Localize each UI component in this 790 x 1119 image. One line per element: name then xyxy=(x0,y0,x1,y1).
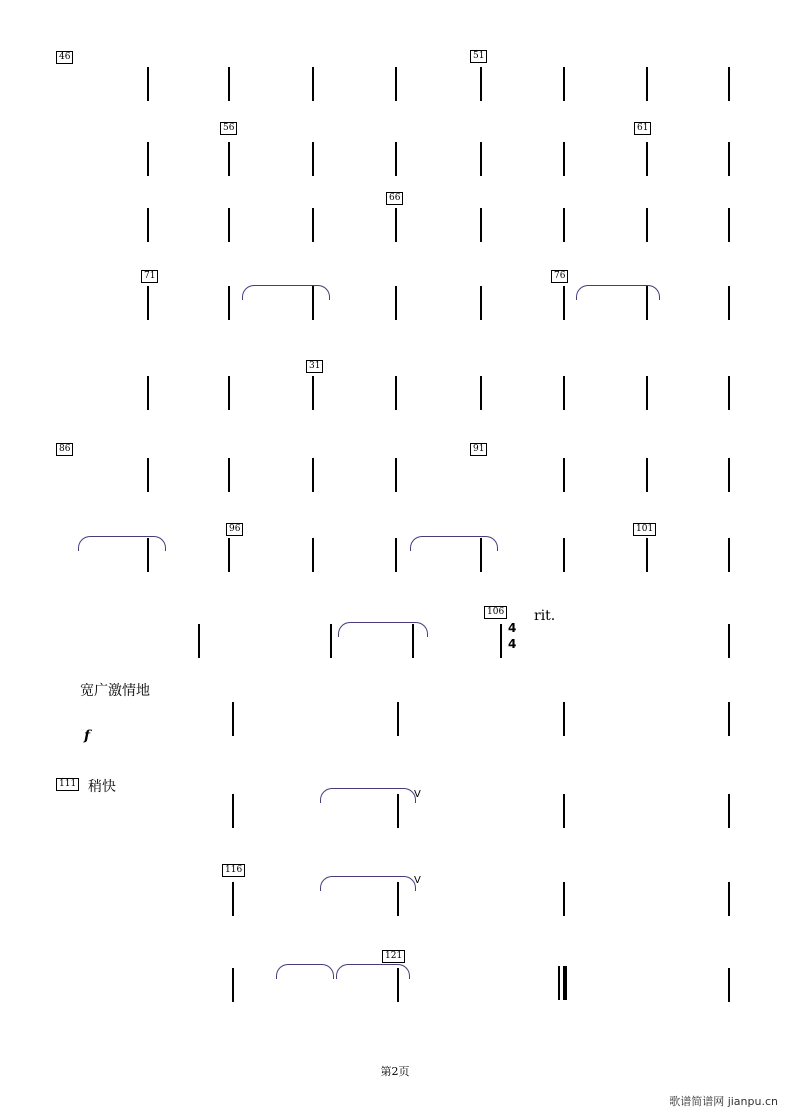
barline xyxy=(395,286,397,320)
measure-number: 116 xyxy=(222,864,245,877)
time-signature-top: 4 xyxy=(508,621,517,635)
measure-number: 31 xyxy=(306,360,323,373)
measure-number: 91 xyxy=(470,443,487,456)
barline xyxy=(563,458,565,492)
measure-number: 111 xyxy=(56,778,79,791)
barline xyxy=(228,142,230,176)
measure-number: 66 xyxy=(386,192,403,205)
measure-number: 51 xyxy=(470,50,487,63)
breath-mark: V xyxy=(414,789,421,800)
dynamic-marking: f xyxy=(84,728,91,744)
barline xyxy=(563,286,565,320)
barline xyxy=(395,458,397,492)
score-line-3 xyxy=(0,192,790,262)
page-footer: 第2页 xyxy=(380,1065,410,1078)
barline xyxy=(397,794,399,828)
barline xyxy=(228,458,230,492)
score-line-2 xyxy=(0,122,790,192)
barline xyxy=(232,794,234,828)
barline xyxy=(228,286,230,320)
barline xyxy=(228,67,230,101)
barline xyxy=(312,376,314,410)
barline xyxy=(147,67,149,101)
barline xyxy=(397,702,399,736)
measure-number: 56 xyxy=(220,122,237,135)
score-line-11 xyxy=(0,862,790,932)
expression-text: 稍快 xyxy=(88,779,116,795)
barline xyxy=(312,208,314,242)
score-line-7 xyxy=(0,520,790,590)
barline xyxy=(728,142,730,176)
barline xyxy=(646,142,648,176)
barline xyxy=(395,376,397,410)
watermark: 歌谱简谱网 jianpu.cn xyxy=(669,1095,778,1108)
measure-number: 121 xyxy=(382,950,405,963)
score-line-6 xyxy=(0,440,790,510)
barline xyxy=(563,208,565,242)
tie-arc xyxy=(336,964,410,979)
measure-number: 76 xyxy=(551,270,568,283)
barline xyxy=(395,208,397,242)
measure-number: 96 xyxy=(226,523,243,536)
barline xyxy=(480,538,482,572)
measure-number: 61 xyxy=(634,122,651,135)
barline xyxy=(563,794,565,828)
barline xyxy=(728,376,730,410)
measure-number: 86 xyxy=(56,443,73,456)
barline xyxy=(563,882,565,916)
measure-number: 106 xyxy=(484,606,507,619)
barline xyxy=(480,376,482,410)
score-line-8 xyxy=(0,604,790,674)
barline xyxy=(728,882,730,916)
barline xyxy=(147,208,149,242)
barline xyxy=(728,538,730,572)
barline xyxy=(395,142,397,176)
barline xyxy=(147,142,149,176)
barline xyxy=(330,624,332,658)
barline xyxy=(728,968,730,1002)
score-line-5 xyxy=(0,360,790,430)
barline xyxy=(563,702,565,736)
tie-arc xyxy=(276,964,334,979)
barline xyxy=(728,702,730,736)
score-line-10 xyxy=(0,774,790,844)
barline xyxy=(563,67,565,101)
barline xyxy=(480,67,482,101)
barline xyxy=(480,208,482,242)
expression-text: 宽广激情地 xyxy=(80,683,150,699)
barline xyxy=(646,286,648,320)
score-line-12 xyxy=(0,948,790,1018)
barline xyxy=(147,286,149,320)
barline xyxy=(646,67,648,101)
barline xyxy=(728,458,730,492)
tempo-marking: rit. xyxy=(534,608,556,624)
tie-arc xyxy=(338,622,428,637)
measure-number: 46 xyxy=(56,51,73,64)
barline xyxy=(563,538,565,572)
barline xyxy=(563,376,565,410)
barline xyxy=(228,376,230,410)
barline xyxy=(232,702,234,736)
tie-arc xyxy=(410,536,498,551)
tie-arc xyxy=(320,788,416,803)
tie-arc xyxy=(78,536,166,551)
barline xyxy=(397,968,399,1002)
barline xyxy=(646,376,648,410)
barline xyxy=(558,966,560,1000)
barline xyxy=(147,458,149,492)
barline xyxy=(147,376,149,410)
barline xyxy=(232,882,234,916)
barline xyxy=(480,286,482,320)
barline xyxy=(563,142,565,176)
score-line-4 xyxy=(0,270,790,340)
barline xyxy=(312,286,314,320)
barline xyxy=(395,538,397,572)
barline xyxy=(646,458,648,492)
barline xyxy=(312,458,314,492)
barline xyxy=(728,624,730,658)
barline xyxy=(728,208,730,242)
barline xyxy=(312,142,314,176)
barline xyxy=(480,142,482,176)
breath-mark: V xyxy=(414,875,421,886)
barline xyxy=(147,538,149,572)
barline xyxy=(728,286,730,320)
tie-arc xyxy=(242,285,330,300)
barline xyxy=(646,538,648,572)
measure-number: 101 xyxy=(633,523,656,536)
score-line-9 xyxy=(0,680,790,750)
barline xyxy=(232,968,234,1002)
barline xyxy=(228,208,230,242)
barline xyxy=(312,67,314,101)
tie-arc xyxy=(320,876,416,891)
barline xyxy=(500,624,502,658)
time-signature-bottom: 4 xyxy=(508,637,517,651)
barline xyxy=(646,208,648,242)
barline xyxy=(728,67,730,101)
barline xyxy=(198,624,200,658)
score-line-1 xyxy=(0,45,790,115)
barline xyxy=(228,538,230,572)
measure-number: 71 xyxy=(141,270,158,283)
final-barline xyxy=(563,966,567,1000)
barline xyxy=(397,882,399,916)
barline xyxy=(728,794,730,828)
barline xyxy=(395,67,397,101)
barline xyxy=(412,624,414,658)
barline xyxy=(312,538,314,572)
